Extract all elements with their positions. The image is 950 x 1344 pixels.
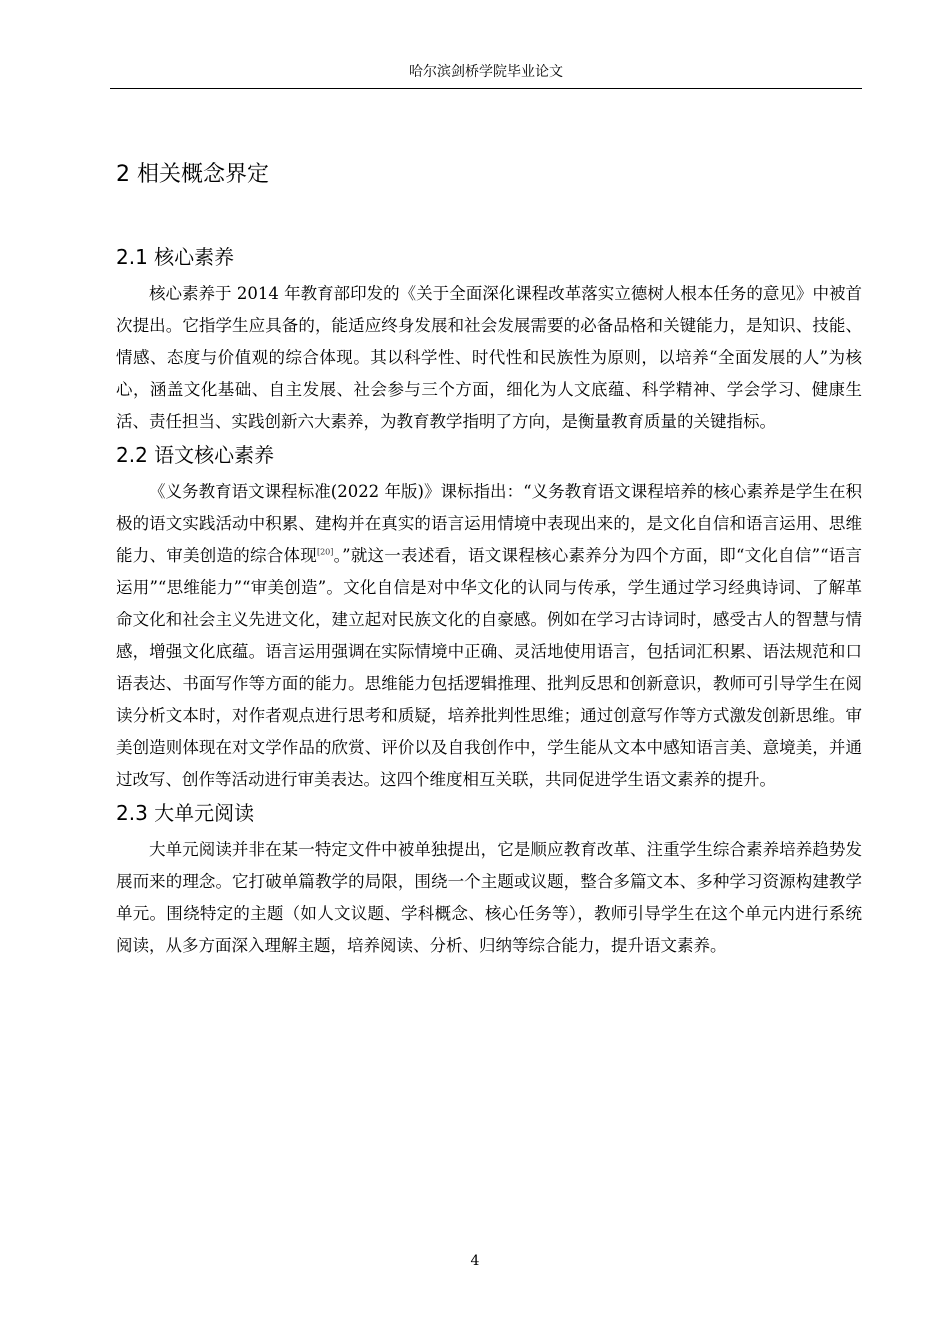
section-title-chinese-core-literacy: 2.2 语文核心素养 xyxy=(116,443,275,467)
document-body xyxy=(116,150,862,964)
paragraph-core-literacy: 核心素养于 2014 年教育部印发的《关于全面深化课程改革落实立德树人根本任务的意见》中被首次提出。它指学生应具备的，能适应终身发展和社会发展需要的必备品格和关键能力，是知识、技能、情感、态度与价值观的综合体现。其以科学性、时代性和民族性为原则，以培养“全面发展的人”为核心，涵盖文化基础、自主发展、社会参与三个方面，细化为人文底蕴、科学精神、学会学习、健康生活、责任担当、实践创新六大素养，为教育教学指明了方向，是衡量教育质量的关键指标。 xyxy=(116,284,862,431)
page-number: 4 xyxy=(470,1253,480,1269)
paragraph-big-unit-reading: 大单元阅读并非在某一特定文件中被单独提出，它是顺应教育改革、注重学生综合素养培养趋势发展而来的理念。它打破单篇教学的局限，围绕一个主题或议题，整合多篇文本、多种学习资源构建教学单元。围绕特定的主题（如人文议题、学科概念、核心任务等），教师引导学生在这个单元内进行系统阅读，从多方面深入理解主题，培养阅读、分析、归纳等综合能力，提升语文素养。 xyxy=(116,840,862,955)
paragraph-text-part-2: 。”就这一表述看，语文课程核心素养分为四个方面，即“文化自信”“语言运用”“思维能力”“审美创造”。文化自信是对中华文化的认同与传承，学生通过学习经典诗词、了解革命文化和社会主义先进文化，建立起对民族文化的自豪感。例如在学习古诗词时，感受古人的智慧与情感，增强文化底蕴。语言运用强调在实际情境中正确、灵活地使用语言，包括词汇积累、语法规范和口语表达、书面写作等方面的能力。思维能力包括逻辑推理、批判反思和创新意识，教师可引导学生在阅读分析文本时，对作者观点进行思考和质疑，培养批判性思维；通过创意写作等方式激发创新思维。审美创造则体现在对文学作品的欣赏、评价以及自我创作中，学生能从文本中感知语言美、意境美，并通过改写、创作等活动进行审美表达。这四个维度相互关联，共同促进学生语文素养的提升。 xyxy=(116,546,863,789)
page-header xyxy=(110,62,862,89)
paragraph-text-part-1: 《义务教育语文课程标准(2022 年版)》课标指出：“义务教育语文课程培养的核心素养是学生在积极的语文实践活动中积累、建构并在真实的语言运用情境中表现出来的，是文化自信和语言运用、思维能力、审美创造的综合体现 xyxy=(116,482,862,565)
section-title-core-literacy: 2.1 核心素养 xyxy=(116,245,235,269)
paragraph-chinese-core-literacy xyxy=(116,476,862,796)
citation-ref: [20] xyxy=(316,547,334,557)
header-title: 哈尔滨剑桥学院毕业论文 xyxy=(409,64,563,80)
section-title-big-unit-reading: 2.3 大单元阅读 xyxy=(116,801,255,825)
chapter-title: 2 相关概念界定 xyxy=(116,162,269,187)
